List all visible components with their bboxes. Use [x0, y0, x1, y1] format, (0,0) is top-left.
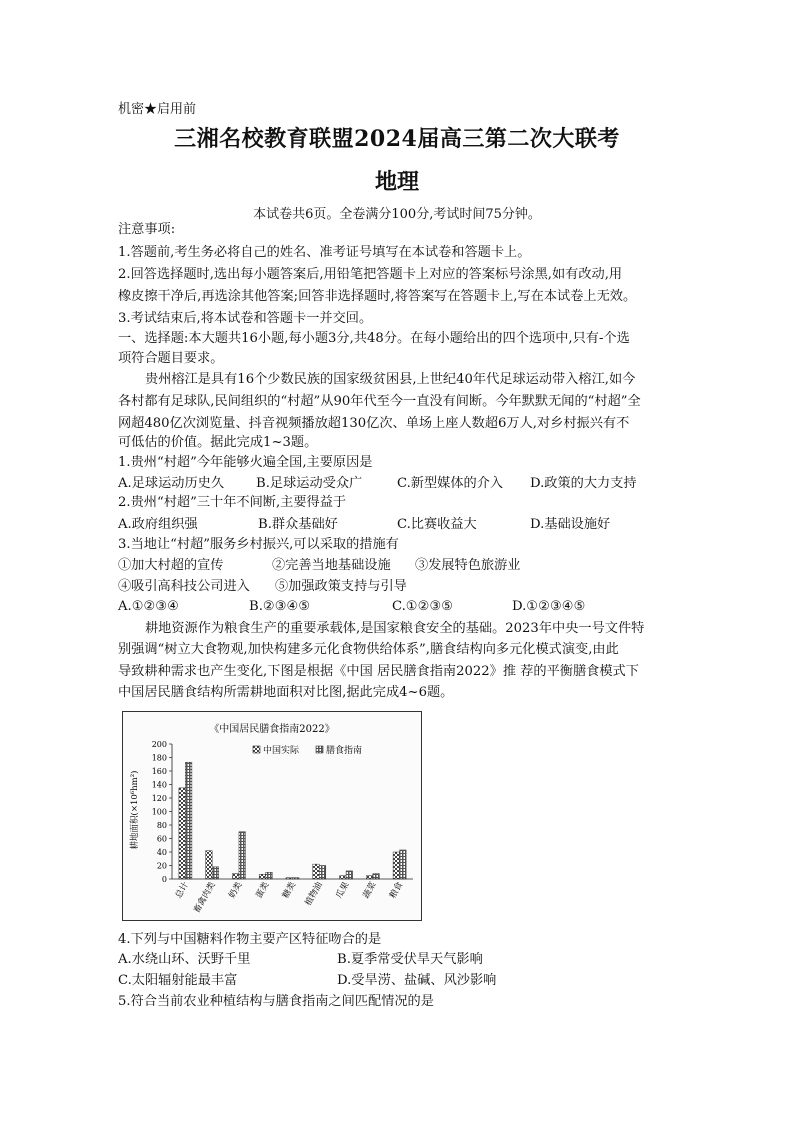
x-tick-label: 植物油: [303, 880, 325, 908]
chart-title: 《中国居民膳食指南2022》: [209, 724, 335, 735]
y-tick-label: 0: [161, 875, 167, 884]
q4-option-c: C.太阳辐射能最丰富: [118, 973, 238, 988]
y-tick-label: 200: [151, 740, 167, 749]
passage1-line-4: 可低估的价值。据此完成1~3题。: [118, 435, 318, 450]
y-tick-label: 20: [156, 861, 167, 871]
q4-option-a: A.水绕山环、沃野千里: [118, 952, 251, 967]
farmland-chart-svg: [123, 712, 421, 920]
section-heading: 一、选择题:本大题共16小题,每小题3分,共48分。在每小题给出的四个选项中,只有-个选: [118, 331, 630, 346]
q2-stem: 2.贵州“村超”三十年不间断,主要得益于: [118, 495, 347, 510]
q1-option-a: A.足球运动历史久: [118, 476, 225, 491]
q1-option-b: B.足球运动受众广: [256, 476, 363, 491]
passage2-line-2: 别强调“树立大食物观,加快构建多元化食物供给体系”,膳食结构向多元化模式演变,由此: [118, 642, 619, 657]
note-item-2: 2.回答选择题时,选出每小题答案后,用铅笔把答题卡上对应的答案标号涂黑,如有改动,用: [118, 267, 623, 282]
legend-label-guide: 膳食指南: [326, 746, 363, 756]
bar-actual: [393, 852, 400, 879]
bar-guide: [319, 866, 326, 880]
x-tick-label: 粮食: [388, 880, 406, 901]
q3-option-c: C.①②③⑤: [392, 599, 454, 614]
x-tick-label: 瓜果: [334, 880, 352, 901]
bar-guide: [373, 874, 380, 879]
q3-option-a: A.①②③④: [118, 599, 180, 614]
q1-option-d: D.政策的大力支持: [530, 476, 637, 491]
note-item-3: 3.考试结束后,将本试卷和答题卡一并交回。: [118, 311, 373, 326]
x-tick-label: 蛋类: [254, 880, 272, 901]
x-tick-label: 畜禽肉类: [192, 880, 218, 915]
y-tick-label: 80: [156, 821, 167, 830]
passage2-line-3: 导致耕种需求也产生变化,下图是根据《中国 居民膳食指南2022》推 荐的平衡膳食模式下: [118, 664, 639, 679]
x-tick-label: 奶类: [227, 880, 245, 901]
q3-measure-3: ③发展特色旅游业: [415, 558, 521, 573]
bar-guide: [212, 867, 219, 879]
q1-stem: 1.贵州“村超”今年能够火遍全国,主要原因是: [118, 455, 373, 470]
q3-measure-1: ①加大村超的宣传: [118, 558, 224, 573]
y-axis-ticks: [152, 740, 172, 884]
confidential-mark: 机密★启用前: [118, 102, 197, 117]
notes-heading: 注意事项:: [118, 222, 176, 237]
chart-bars: [179, 762, 406, 879]
bar-guide: [185, 762, 192, 879]
bar-actual: [366, 876, 373, 879]
x-tick-label: 总计: [173, 880, 191, 901]
bar-actual: [206, 851, 213, 879]
y-tick-label: 180: [151, 753, 167, 763]
chart-legend: [253, 744, 362, 756]
x-axis-labels: [173, 880, 405, 915]
bar-actual: [232, 874, 239, 879]
q3-measure-4: ④吸引高科技公司进入: [118, 579, 250, 594]
q3-option-d: D.①②③④⑤: [512, 599, 586, 614]
y-tick-label: 120: [151, 794, 167, 803]
y-tick-label: 140: [151, 780, 167, 790]
x-tick-label: 糖类: [280, 880, 299, 901]
q2-option-d: D.基础设施好: [530, 517, 611, 532]
bar-actual: [340, 876, 347, 879]
bar-guide: [266, 872, 273, 879]
y-tick-label: 100: [151, 807, 167, 817]
exam-info: 本试卷共6页。全卷满分100分,考试时间75分钟。: [253, 207, 541, 222]
y-tick-label: 60: [156, 834, 167, 844]
y-tick-label: 40: [156, 848, 167, 857]
q3-option-b: B.②③④⑤: [249, 599, 311, 614]
passage1-line-1: 贵州榕江是具有16个少数民族的国家级贫困县,上世纪40年代足球运动带入榕江,如今: [145, 372, 636, 387]
passage1-line-3: 网超480亿次浏览量、抖音视频播放超130亿次、单场上座人数超6万人,对乡村振兴有不: [118, 416, 630, 431]
q4-option-b: B.夏季常受伏旱天气影响: [337, 952, 483, 967]
exam-title: 三湘名校教育联盟2024届高三第二次大联考: [174, 126, 620, 152]
q3-measure-5: ⑤加强政策支持与引导: [275, 579, 407, 594]
q3-stem: 3.当地让“村超”服务乡村振兴,可以采取的措施有: [118, 537, 399, 552]
passage2-line-4: 中国居民膳食结构所需耕地面积对比图,据此完成4~6题。: [118, 685, 454, 700]
section-heading-cont: 项符合题目要求。: [118, 351, 224, 366]
q4-option-d: D.受旱涝、盐碱、风沙影响: [337, 973, 497, 988]
legend-label-actual: 中国实际: [263, 746, 300, 756]
y-tick-label: 160: [151, 767, 167, 776]
farmland-chart: [122, 711, 422, 921]
bar-guide: [346, 871, 353, 879]
q2-option-b: B.群众基础好: [258, 517, 338, 532]
bar-actual: [259, 874, 266, 879]
q1-option-c: C.新型媒体的介入: [397, 476, 504, 491]
legend-swatch-guide: [316, 746, 323, 753]
passage2-line-1: 耕地资源作为粮食生产的重要承载体,是国家粮食安全的基础。2023年中央一号文件特: [145, 621, 645, 636]
x-tick-label: 蔬菜: [361, 880, 379, 901]
bar-guide: [400, 850, 407, 879]
q5-stem: 5.符合当前农业种植结构与膳食指南之间匹配情况的是: [118, 994, 434, 1009]
q3-measure-2: ②完善当地基础设施: [272, 558, 391, 573]
legend-swatch-actual: [253, 746, 260, 753]
bar-guide: [239, 832, 246, 879]
q4-stem: 4.下列与中国糖料作物主要产区特征吻合的是: [118, 932, 382, 947]
passage1-line-2: 各村都有足球队,民间组织的“村超”从90年代至今一直没有间断。今年默默无闻的“村超”全: [118, 394, 641, 409]
note-item-2-cont: 橡皮擦干净后,再选涂其他答案;回答非选择题时,将答案写在答题卡上,写在本试卷上无效。: [118, 289, 637, 304]
bar-actual: [313, 864, 320, 879]
subject-title: 地理: [374, 169, 419, 195]
y-axis-label: 耕地面积(×10⁶hm²): [130, 770, 140, 850]
note-item-1: 1.答题前,考生务必将自己的姓名、准考证号填写在本试卷和答题卡上。: [118, 245, 531, 260]
q2-option-c: C.比赛收益大: [397, 517, 477, 532]
bar-actual: [179, 788, 186, 879]
q2-option-a: A.政府组织强: [118, 517, 198, 532]
